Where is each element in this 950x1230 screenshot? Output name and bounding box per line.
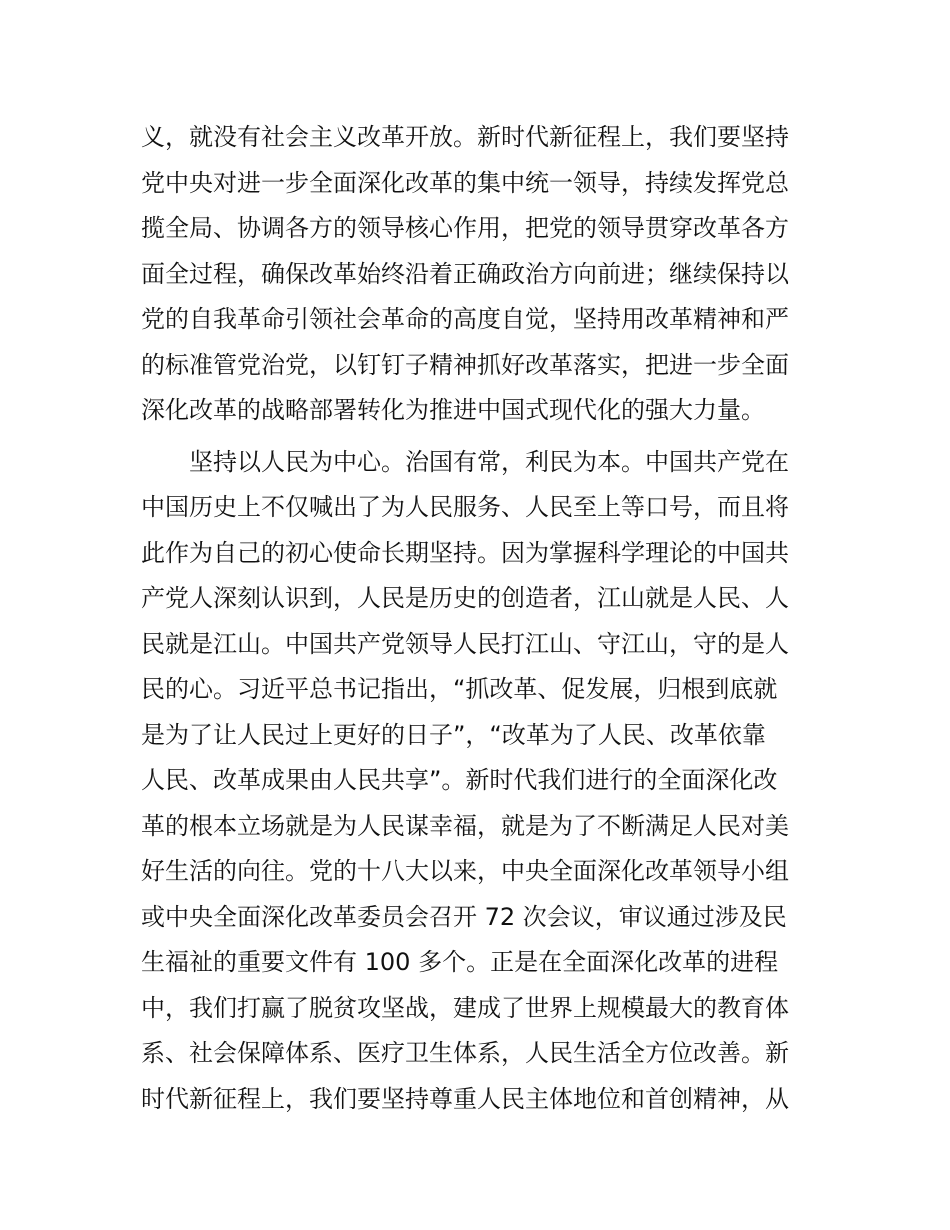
text-line: 系、社会保障体系、医疗卫生体系，人民生活全方位改善。新 xyxy=(141,1039,789,1067)
text-line: 产党人深刻认识到，人民是历史的创造者，江山就是人民、人 xyxy=(141,584,789,612)
text-line: 生福祉的重要文件有 100 多个。正是在全面深化改革的进程 xyxy=(141,948,779,976)
text-line: 深化改革的战略部署转化为推进中国式现代化的强大力量。 xyxy=(141,396,765,424)
text-line: 揽全局、协调各方的领导核心作用，把党的领导贯穿改革各方 xyxy=(141,214,789,242)
text-line: 的标准管党治党，以钉钉子精神抓好改革落实，把进一步全面 xyxy=(141,350,789,379)
text-line: 义，就没有社会主义改革开放。新时代新征程上，我们要坚持 xyxy=(141,123,789,151)
document-body xyxy=(141,115,816,1168)
text-line: 面全过程，确保改革始终沿着正确政治方向前进；继续保持以 xyxy=(141,259,789,288)
text-line: 或中央全面深化改革委员会召开 72 次会议，审议通过涉及民 xyxy=(141,902,787,931)
text-line: 是为了让人民过上更好的日子”，“改革为了人民、改革依靠 xyxy=(141,720,766,749)
paragraph-2 xyxy=(141,440,816,1168)
text-line: 党中央对进一步全面深化改革的集中统一领导，持续发挥党总 xyxy=(141,168,789,197)
text-line xyxy=(141,1122,816,1168)
text-line: 中国历史上不仅喊出了为人民服务、人民至上等口号，而且将 xyxy=(141,493,789,521)
text-line: 中，我们打赢了脱贫攻坚战，建成了世界上规模最大的教育体 xyxy=(141,993,789,1022)
text-line: 此作为自己的初心使命长期坚持。因为掌握科学理论的中国共 xyxy=(141,538,789,567)
text-line: 党的自我革命引领社会革命的高度自觉，坚持用改革精神和严 xyxy=(141,305,789,333)
text-line: 民的心。习近平总书记指出，“抓改革、促发展，归根到底就 xyxy=(141,675,778,703)
text-line: 革的根本立场就是为人民谋幸福，就是为了不断满足人民对美 xyxy=(141,811,789,840)
paragraph-1 xyxy=(141,115,816,434)
text-line: 人民、改革成果由人民共享”。新时代我们进行的全面深化改 xyxy=(141,766,778,794)
text-line-indented: 坚持以人民为中心。治国有常，利民为本。中国共产党在 xyxy=(189,447,789,476)
text-line: 好生活的向往。党的十八大以来，中央全面深化改革领导小组 xyxy=(141,857,789,885)
text-line: 时代新征程上，我们要坚持尊重人民主体地位和首创精神，从 xyxy=(141,1084,789,1113)
text-line: 民就是江山。中国共产党领导人民打江山、守江山，守的是人 xyxy=(141,629,789,658)
